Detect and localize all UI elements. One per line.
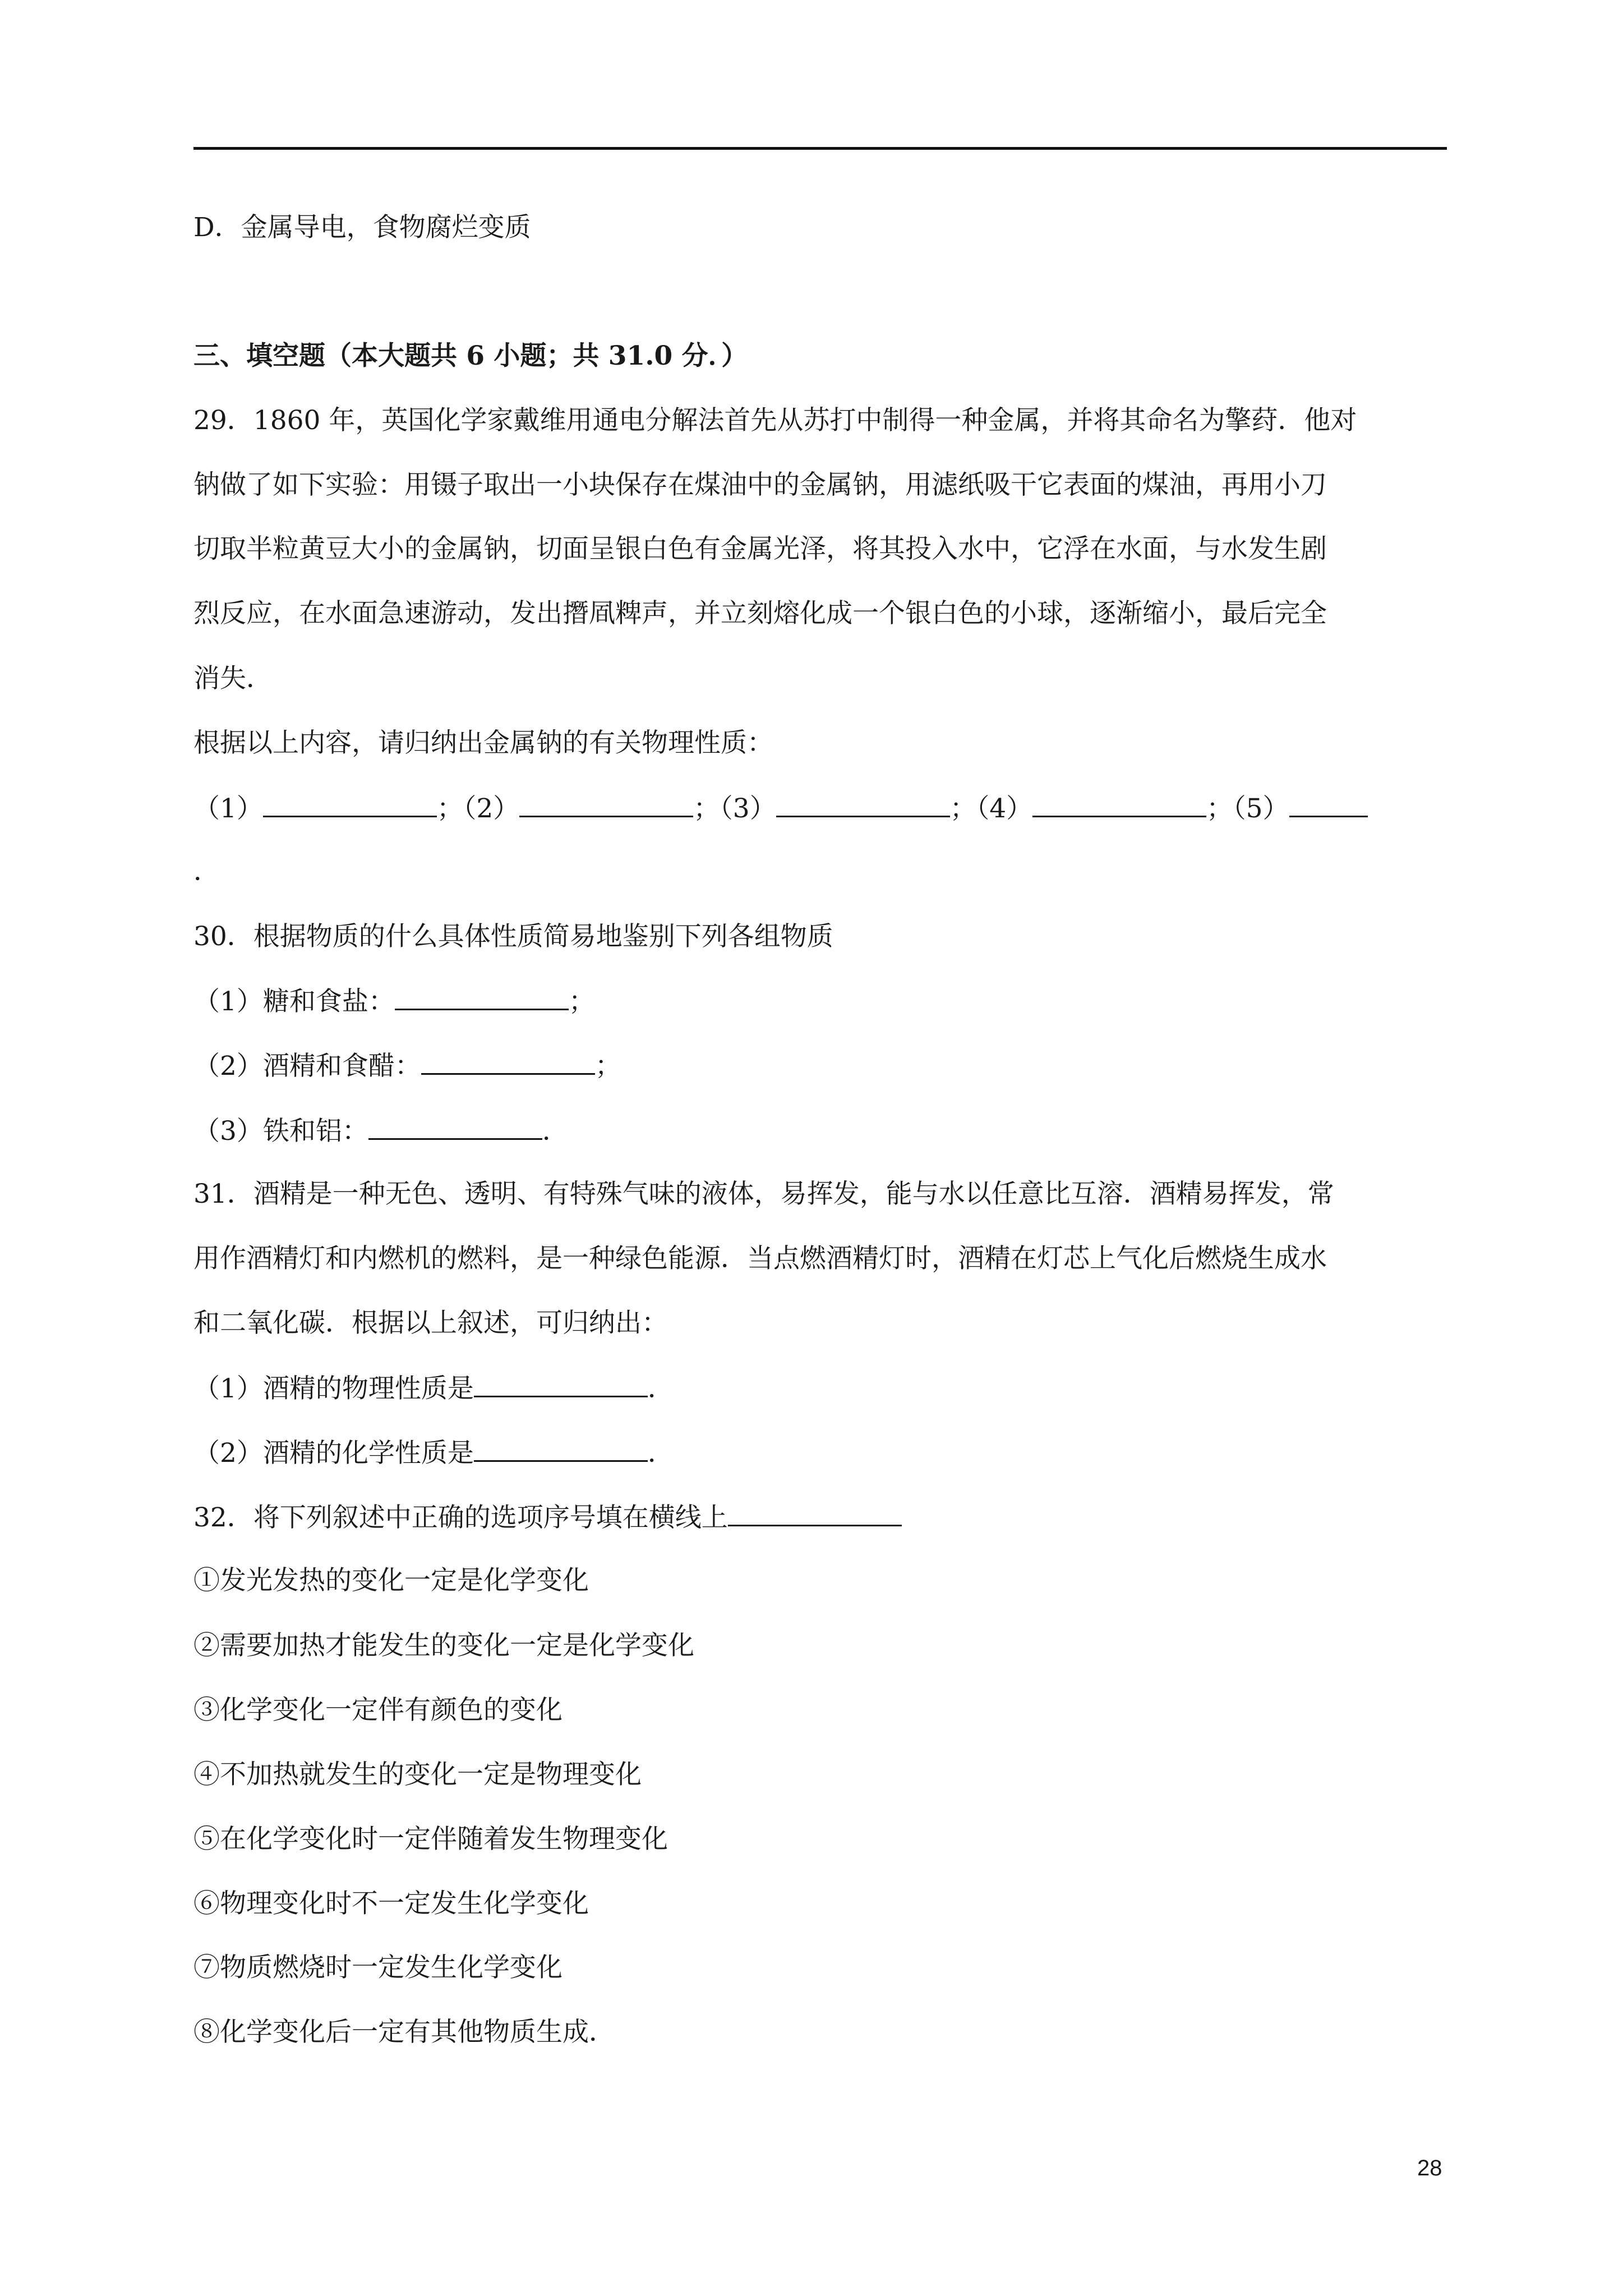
q30-answer-blank-3[interactable] <box>368 1114 542 1140</box>
q32-option-5: ⑤在化学变化时一定伴随着发生物理变化 <box>193 1824 668 1855</box>
q31-line-2: 用作酒精灯和内燃机的燃料，是一种绿色能源．当点燃酒精灯时，酒精在灯芯上气化后燃烧生成水 <box>193 1243 1327 1274</box>
q31-item-1-end: ． <box>647 1373 674 1404</box>
q30-item-2-end: ； <box>594 1051 621 1082</box>
q29-blank-label-4: ；（4） <box>949 793 1033 824</box>
q32-option-3: ③化学变化一定伴有颜色的变化 <box>193 1695 562 1726</box>
q30-stem: 30．根据物质的什么具体性质简易地鉴别下列各组物质 <box>193 921 833 952</box>
q29-blank-label-2: ；（2） <box>436 793 520 824</box>
q30-item-2 <box>193 1048 621 1083</box>
q31-line-3: 和二氧化碳．根据以上叙述，可归纳出： <box>193 1308 668 1338</box>
option-d: D．金属导电，食物腐烂变质 <box>193 212 531 243</box>
q29-line-4: 烈反应，在水面急速游动，发出撍凮粺声，并立刻熔化成一个银白色的小球，逐渐缩小，最后完全 <box>193 598 1327 629</box>
q31-item-2-end: ． <box>647 1438 674 1469</box>
q29-blanks-row <box>193 791 1368 826</box>
q29-answer-blank-2[interactable] <box>519 791 693 817</box>
q31-line-1: 31．酒精是一种无色、透明、有特殊气味的液体，易挥发，能与水以任意比互溶．酒精易挥发，常 <box>193 1179 1334 1209</box>
header-rule <box>193 147 1447 150</box>
q31-item-2-label: （2）酒精的化学性质是 <box>193 1438 474 1469</box>
q30-item-3-end: ． <box>542 1116 569 1147</box>
q29-answer-blank-3[interactable] <box>776 791 950 817</box>
q32-option-1: ①发光发热的变化一定是化学变化 <box>193 1565 589 1596</box>
q31-item-2 <box>193 1435 674 1470</box>
q31-answer-blank-1[interactable] <box>474 1371 648 1397</box>
q32-option-6: ⑥物理变化时不一定发生化学变化 <box>193 1888 589 1919</box>
q29-answer-blank-5[interactable] <box>1289 791 1368 817</box>
q32-option-4: ④不加热就发生的变化一定是物理变化 <box>193 1759 642 1790</box>
q31-item-1-label: （1）酒精的物理性质是 <box>193 1373 474 1404</box>
q29-line-3: 切取半粒黄豆大小的金属钠，切面呈银白色有金属光泽，将其投入水中，它浮在水面，与水发生剧 <box>193 533 1327 564</box>
q29-end: ． <box>193 856 220 887</box>
q32-option-2: ②需要加热才能发生的变化一定是化学变化 <box>193 1630 694 1661</box>
q32-answer-blank[interactable] <box>728 1500 902 1526</box>
q29-line-1: 29．1860 年，英国化学家戴维用通电分解法首先从苏打中制得一种金属，并将其命名为擎荮．他对 <box>193 405 1357 436</box>
q32-option-7: ⑦物质燃烧时一定发生化学变化 <box>193 1952 562 1983</box>
section-heading: 三、填空题（本大题共 6 小题；共 31.0 分．） <box>193 341 748 371</box>
q30-item-1 <box>193 984 595 1019</box>
q29-blank-label-5: ；（5） <box>1206 793 1289 824</box>
q29-answer-blank-1[interactable] <box>263 791 437 817</box>
q32-option-8: ⑧化学变化后一定有其他物质生成． <box>193 2017 615 2047</box>
q30-answer-blank-2[interactable] <box>421 1048 595 1075</box>
q29-blank-label-3: ；（3） <box>693 793 776 824</box>
q30-item-1-label: （1）糖和食盐： <box>193 986 395 1017</box>
q30-item-2-label: （2）酒精和食醋： <box>193 1051 421 1082</box>
q29-prompt: 根据以上内容，请归纳出金属钠的有关物理性质： <box>193 728 773 758</box>
q32-stem-row <box>193 1500 902 1535</box>
page-number: 28 <box>1417 2156 1442 2180</box>
q31-item-1 <box>193 1371 674 1406</box>
q29-blank-label-1: （1） <box>193 793 263 824</box>
q30-item-3 <box>193 1114 569 1148</box>
q29-line-5: 消失． <box>193 663 273 694</box>
q29-line-2: 钠做了如下实验：用镊子取出一小块保存在煤油中的金属钠，用滤纸吸干它表面的煤油，再用小刀 <box>193 470 1327 500</box>
q30-item-1-end: ； <box>568 986 595 1017</box>
q32-stem: 32．将下列叙述中正确的选项序号填在横线上 <box>193 1502 728 1533</box>
q31-answer-blank-2[interactable] <box>474 1435 648 1462</box>
q30-answer-blank-1[interactable] <box>395 984 569 1010</box>
q30-item-3-label: （3）铁和铝： <box>193 1116 368 1147</box>
q29-answer-blank-4[interactable] <box>1032 791 1206 817</box>
